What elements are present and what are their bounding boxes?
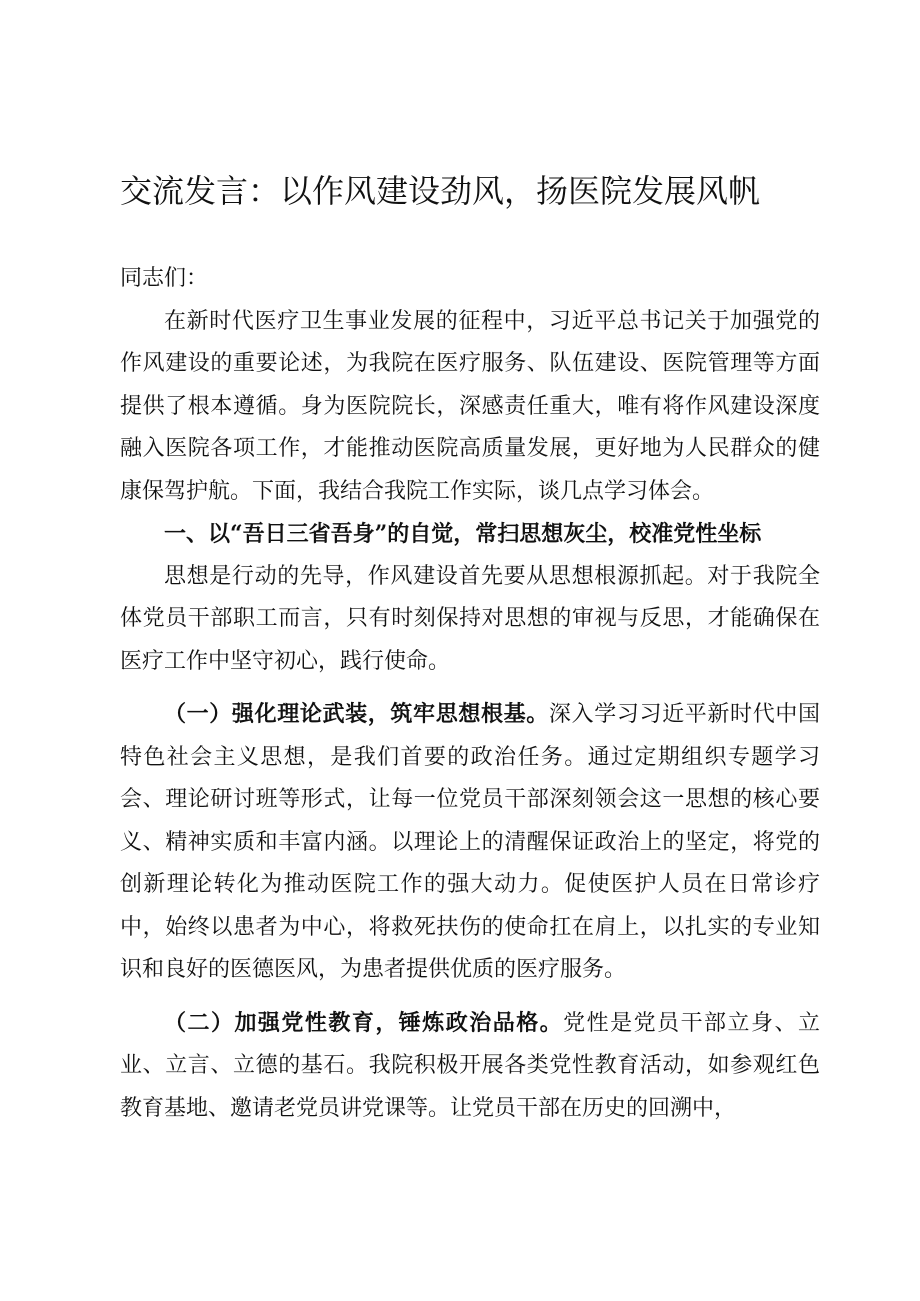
subsection-2-heading: （二）加强党性教育，锤炼政治品格。 — [164, 1009, 564, 1036]
intro-paragraph: 在新时代医疗卫生事业发展的征程中，习近平总书记关于加强党的作风建设的重要论述，为我院在医疗服务、队伍建设、医院管理等方面提供了根本遵循。身为医院院长，深感责任重大，唯有将作风建设深度融入医院各项工作，才能推动医院高质量发展，更好地为人民群众的健康保驾护航。下面，我结合我院工作实际，谈几点学习体会。 — [120, 308, 820, 504]
subsection-1-paragraph — [120, 693, 820, 992]
paragraph-gap — [120, 992, 820, 1002]
document-body — [120, 258, 820, 1130]
paragraph-gap — [120, 683, 820, 693]
salutation: 同志们： — [120, 266, 209, 291]
subsection-2-paragraph — [120, 1002, 820, 1131]
section-heading-1: 一、以“吾日三省吾身”的自觉，常扫思想灰尘，校准党性坐标 — [164, 521, 762, 547]
subsection-1-text: 深入学习习近平新时代中国特色社会主义思想，是我们首要的政治任务。通过定期组织专题学习会、理论研讨班等形式，让每一位党员干部深刻领会这一思想的核心要义、精神实质和丰富内涵。以理论上的清醒保证政治上的坚定，将党的创新理论转化为推动医院工作的强大动力。促使医护人员在日常诊疗中，始终以患者为中心，将救死扶伤的使命扛在肩上，以扎实的专业知识和良好的医德医风，为患者提供优质的医疗服务。 — [120, 702, 820, 982]
subsection-1-heading: （一）强化理论武装，筑牢思想根基。 — [164, 701, 549, 727]
subsection-2-text: 党性是党员干部立身、立业、立言、立德的基石。我院积极开展各类党性教育活动，如参观红色教育基地、邀请老党员讲党课等。让党员干部在历史的回溯中， — [120, 1010, 820, 1121]
document-title: 交流发言：以作风建设劲风，扬医院发展风帆 — [120, 172, 761, 210]
section-1-paragraph: 思想是行动的先导，作风建设首先要从思想根源抓起。对于我院全体党员干部职工而言，只有时刻保持对思想的审视与反思，才能确保在医疗工作中坚守初心，践行使命。 — [120, 563, 820, 674]
